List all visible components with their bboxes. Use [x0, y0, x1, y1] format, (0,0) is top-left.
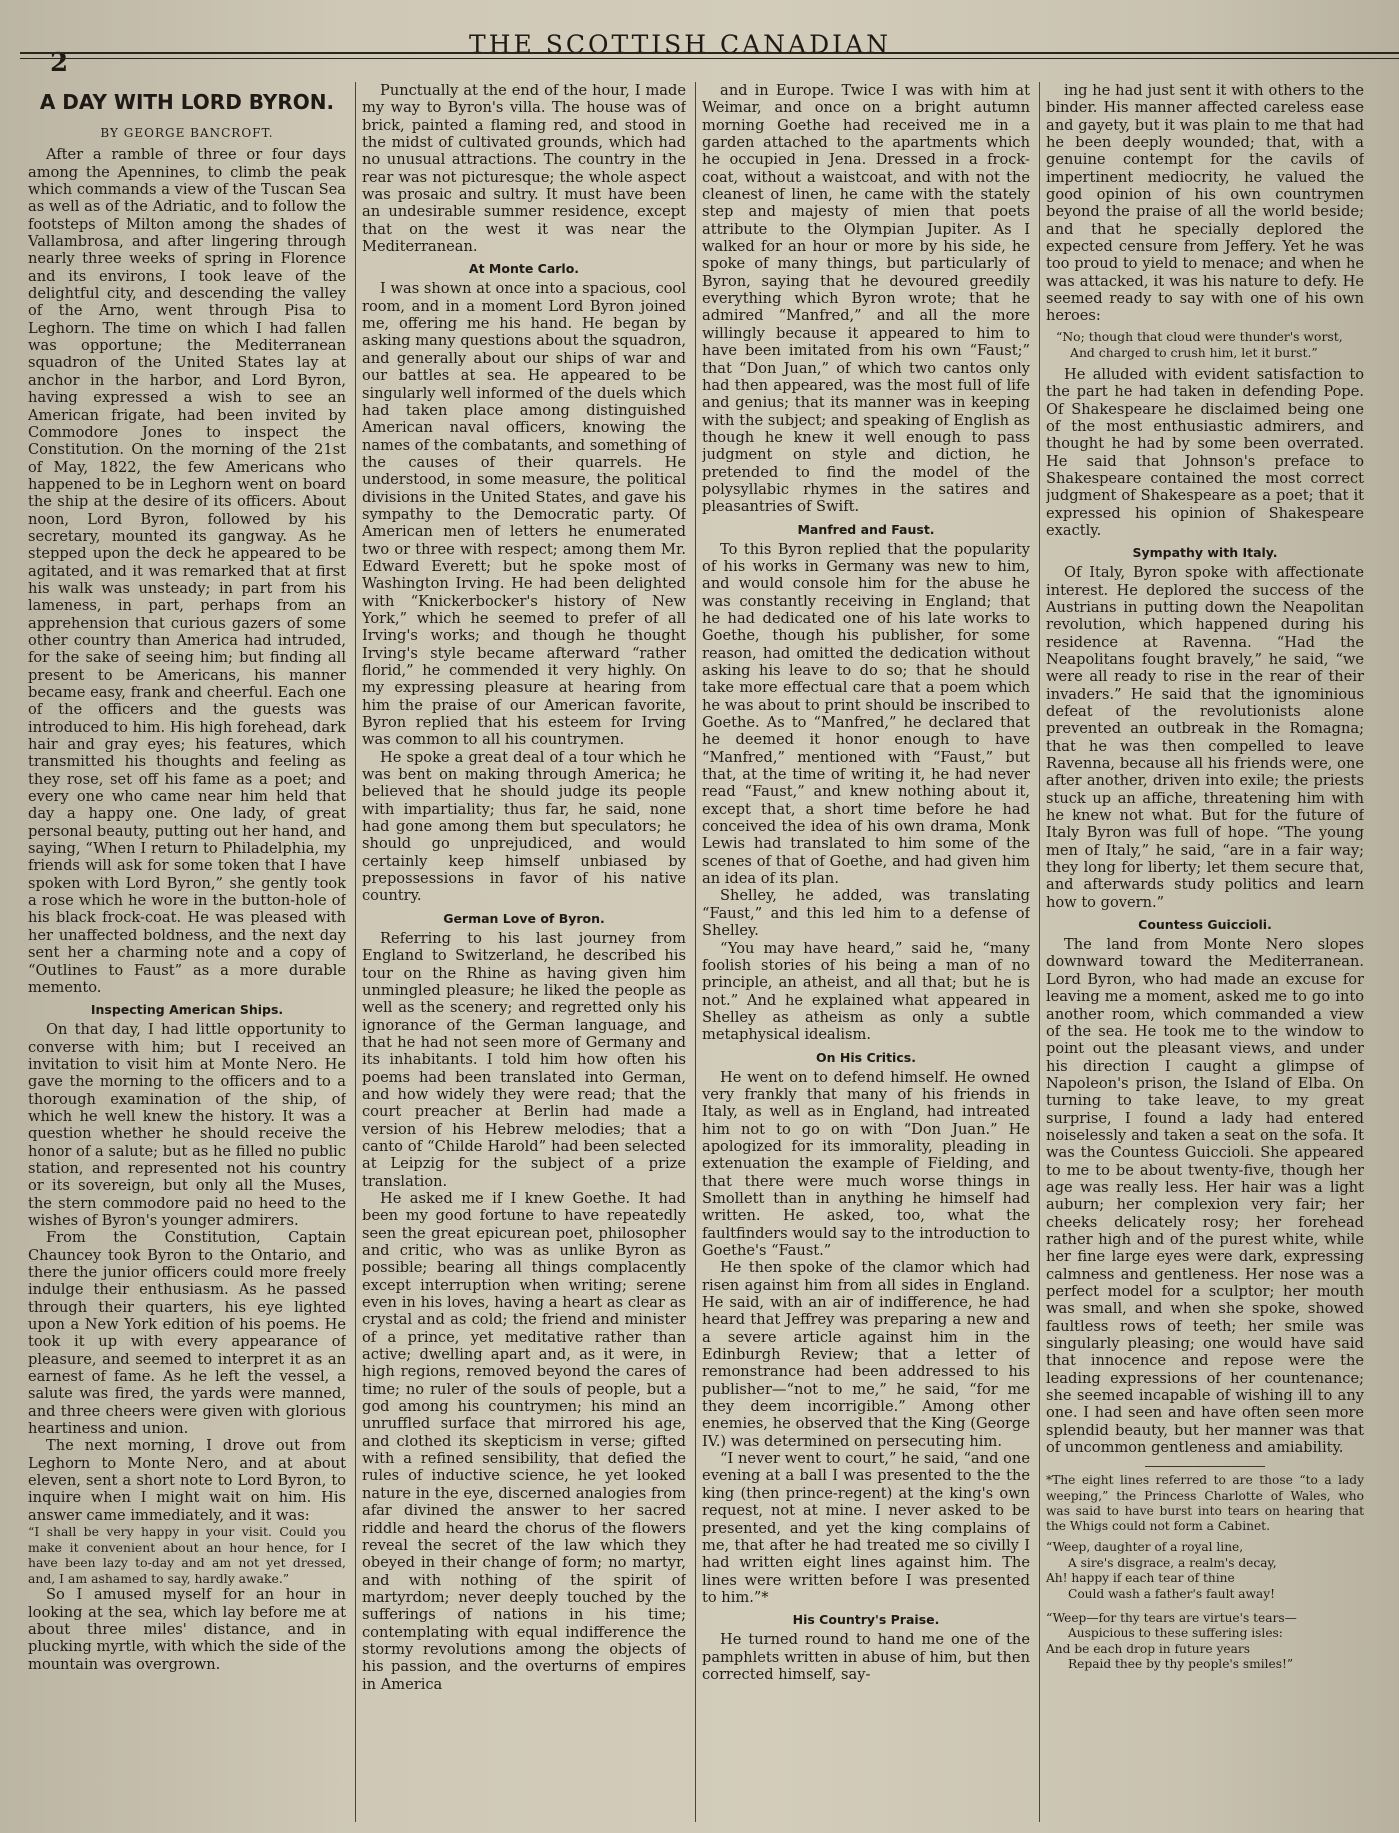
footnote-divider [1145, 1466, 1265, 1467]
column-4 [1046, 82, 1364, 1822]
footnote: *The eight lines referred to are those “to a lady weeping,” the Princess Charlotte of Wales, who was said to have burst into tears on hearing that the Whigs could not form a Cabinet. [1046, 1473, 1364, 1534]
paragraph: He turned round to hand me one of the pamphlets written in abuse of him, but then corrected himself, say- [702, 1631, 1030, 1683]
column-divider [1039, 82, 1040, 1822]
subheading: Sympathy with Italy. [1132, 545, 1278, 561]
subheading: At Monte Carlo. [468, 261, 580, 277]
paragraph: To this Byron replied that the popularity of his works in Germany was new to him, and would console him for the abuse he was constantly receiving in England; that he had dedicated one of his late works to Goethe, though his publisher, for some reason, had omitted the dedication without asking his leave to do so; that he should take more effectual care that a poem which he was about to print should be inscribed to Goethe. As to “Manfred,” he declared that he deemed it honor enough to have “Manfred,” mentioned with “Faust,” but that, at the time of writing it, he had never read “Faust,” and knew nothing about it, except that, a short time before he had conceived the idea of his own drama, Monk Lewis had translated to him some of the scenes of that of Goethe, and had given him an idea of its plan. [702, 540, 1030, 888]
paragraph: Of Italy, Byron spoke with affectionate interest. He deplored the success of the Austrians in putting down the Neapolitan revolution, which happened during his residence at Ravenna. “Had the Neapolitans fought bravely,” he said, “we were all ready to rise in the rear of their invaders.” He said that the ignominious defeat of the revolutionists alone prevented an outbreak in the Romagna; that he was then compelled to leave Ravenna, because all his friends were, one after another, driven into exile; the priests stuck up an affiche, threatening him with he knew not what. But for the future of Italy Byron was full of hope. “The young men of Italy,” he said, “are in a fair way; they long for liberty; let them secure that, and afterwards study politics and learn how to govern.” [1046, 564, 1364, 911]
poem-line: A sire's disgrace, a realm's decay, [1068, 1555, 1277, 1570]
column-divider [695, 82, 696, 1822]
paragraph: The land from Monte Nero slopes downward toward the Mediterranean. Lord Byron, who had made an excuse for leaving me a moment, asked me to go into another room, which commanded a view of the sea. He took me to the window to point out the pleasant views, and under his direction I caught a glimpse of Napoleon's prison, the Island of Elba. On turning to take leave, to my great surprise, I found a lady had entered noiselessly and taken a seat on the sofa. It was the Countess Guiccioli. She appeared to me to be about twenty-five, though her age was really less. Her hair was a light auburn; her complexion very fair; her cheeks delicately rosy; her forehead rather high and of the purest white, while her fine large eyes were dark, expressing calmness and gentleness. Her nose was a perfect model for a sculptor; her mouth was small, and when she spoke, showed faultless rows of teeth; her smile was singularly pleasing; one would have said that innocence and repose were the leading expressions of her countenance; she seemed incapable of wishing ill to any one. I had seen and have often seen more splendid beauty, but her manner was that of uncommon gentleness and amiability. [1046, 936, 1364, 1457]
footnote-poem [1046, 1540, 1364, 1673]
column-2 [362, 82, 686, 1822]
paragraph: On that day, I had little opportunity to converse with him; but I received an invitation to visit him at Monte Nero. He gave the morning to the officers and to a thorough examination of the ship, of which he well knew the history. It was a question whether he should receive the honor of a salute; but as he filled no public station, and represented not his country or its sovereign, but only all the Muses, the stern commodore paid no heed to the wishes of Byron's younger admirers. [28, 1021, 346, 1229]
subheading: On His Critics. [816, 1049, 916, 1065]
paragraph: The next morning, I drove out from Leghorn to Monte Nero, and at about eleven, sent a short note to Lord Byron, to inquire when I might wait on him. His answer came immediately, and it was: [28, 1437, 346, 1524]
column-3 [702, 82, 1030, 1822]
quoted-letter: “I shall be very happy in your visit. Could you make it convenient about an hour hence, for I have been lazy to-day and am not yet dressed, and, I am ashamed to say, hardly awake.” [28, 1524, 346, 1586]
subheading: Countess Guiccioli. [1138, 917, 1272, 933]
subheading: Manfred and Faust. [797, 521, 935, 537]
masthead-rule [20, 52, 1399, 54]
verse-line: And charged to crush him, let it burst.” [1070, 345, 1318, 361]
subheading: His Country's Praise. [792, 1612, 940, 1628]
poem-line: Repaid thee by thy people's smiles!” [1068, 1657, 1294, 1672]
subheading: Inspecting American Ships. [90, 1002, 284, 1018]
paragraph: ing he had just sent it with others to the binder. His manner affected careless ease and gayety, but it was plain to me that had he been deeply wounded; that, with a genuine contempt for the cavils of impertinent mediocrity, he valued the good opinion of his own countrymen beyond the praise of all the world beside; and that he specially deplored the expected censure from Jeffery. Yet he was too proud to yield to menace; and when he was attacked, it was his nature to defy. He seemed ready to say with one of his own heroes: [1046, 82, 1364, 325]
paragraph: After a ramble of three or four days among the Apennines, to climb the peak which commands a view of the Tuscan Sea as well as of the Adriatic, and to follow the footsteps of Milton among the shades of Vallambrosa, and after lingering through nearly three weeks of spring in Florence and its environs, I took leave of the delightful city, and descending the valley of the Arno, went through Pisa to Leghorn. The time on which I had fallen was opportune; the Mediterranean squadron of the United States lay at anchor in the harbor, and Lord Byron, having expressed a wish to see an American frigate, had been invited by Commodore Jones to inspect the Constitution. On the morning of the 21st of May, 1822, the few Americans who happened to be in Leghorn went on board the ship at the desire of its officers. About noon, Lord Byron, followed by his secretary, mounted its gangway. As he stepped upon the deck he appeared to be agitated, and it was remarked that at first his walk was unsteady; in part from his lameness, in part, perhaps from an apprehension that curious gazers of some other country than America had intruded, for the sake of seeing him; but finding all present to be Americans, his manner became easy, frank and cheerful. Each one of the officers and the guests was introduced to him. His high forehead, dark hair and gray eyes; his features, which transmitted his thoughts and feeling as they rose, set off his fame as a poet; and every one who came near him held that day a happy one. One lady, of great personal beauty, putting out her hand, and saying, “When I return to Philadelphia, my friends will ask for some token that I have spoken with Lord Byron,” she gently took a rose which he wore in the button-hole of his black frock-coat. He was pleased with her unaffected boldness, and the next day sent her a charming note and a copy of “Outlines to Faust” as a more durable memento. [28, 146, 346, 996]
poem-line: And be each drop in future years [1046, 1641, 1250, 1656]
poem-line: “Weep, daughter of a royal line, [1046, 1540, 1244, 1555]
paragraph: He spoke a great deal of a tour which he was bent on making through America; he believed that he should judge its people with impartiality; thus far, he said, none had gone among them but speculators; he should go unprejudiced, and would certainly keep himself unbiased by prepossessions in favor of his native country. [362, 748, 686, 905]
paragraph: Shelley, he added, was translating “Faust,” and this led him to a defense of Shelley. [702, 887, 1030, 940]
column-1 [28, 82, 346, 1822]
article-columns [28, 82, 1366, 1822]
article-title: A DAY WITH LORD BYRON. [39, 90, 335, 114]
verse-quote [1046, 329, 1364, 361]
poem-line: Auspicious to these suffering isles: [1068, 1626, 1283, 1641]
paragraph: I was shown at once into a spacious, cool room, and in a moment Lord Byron joined me, offering me his hand. He began by asking many questions about the squadron, and generally about our ships of war and our battles at sea. He appeared to be singularly well informed of the duels which had taken place among distinguished American naval officers, knowing the names of the combatants, and something of the causes of their quarrels. He understood, in some measure, the political divisions in the United States, and gave his sympathy to the Democratic party. Of American men of letters he enumerated two or three with respect; among them Mr. Edward Everett; but he spoke most of Washington Irving. He had been delighted with “Knickerbocker's history of New York,” which he seemed to prefer of all Irving's works; and though he thought Irving's style became afterward “rather florid,” he commended it very highly. On my expressing pleasure at hearing from him the praise of our American favorite, Byron replied that his esteem for Irving was common to all his countrymen. [362, 280, 686, 749]
paragraph: “I never went to court,” he said, “and one evening at a ball I was presented to the the king (then prince-regent) at the king's own request, not at mine. I never asked to be presented, and yet the king complains of me, that after he had treated me so civilly I had written eight lines against him. The lines were written before I was presented to him.”* [702, 1450, 1030, 1606]
paragraph: He then spoke of the clamor which had risen against him from all sides in England. He said, with an air of indifference, he had heard that Jeffrey was preparing a new and a severe article against him in the Edinburgh Review; that a letter of remonstrance had been addressed to his publisher—“not to me,” he said, “for me they deem incorrigible.” Among other enemies, he observed that the King (George IV.) was determined on persecuting him. [702, 1259, 1030, 1450]
newspaper-name: THE SCOTTISH CANADIAN [469, 30, 891, 59]
poem-line: Could wash a father's fault away! [1068, 1587, 1275, 1602]
poem-line: Ah! happy if each tear of thine [1046, 1571, 1235, 1586]
paragraph: He alluded with evident satisfaction to the part he had taken in defending Pope. Of Shakespeare he disclaimed being one of the most enthusiastic admirers, and thought he had by some been overrated. He said that Johnson's preface to Shakespeare contained the most correct judgment of Shakespeare as a poet; that it expressed his opinion of Shakespeare exactly. [1046, 365, 1364, 539]
paragraph: So I amused myself for an hour in looking at the sea, which lay before me at about three miles' distance, and in plucking myrtle, with which the side of the mountain was overgrown. [28, 1586, 346, 1673]
paragraph: From the Constitution, Captain Chauncey took Byron to the Ontario, and there the junior officers could more freely indulge their enthusiasm. As he passed through their quarters, his eye lighted upon a New York edition of his poems. He took it up with every appearance of pleasure, and seemed to interpret it as an earnest of fame. As he left the vessel, a salute was fired, the yards were manned, and three cheers were given with glorious heartiness and union. [28, 1229, 346, 1438]
byline: BY GEORGE BANCROFT. [100, 126, 274, 140]
verse-line: “No; though that cloud were thunder's worst, [1056, 328, 1343, 344]
poem-line: “Weep—for thy tears are virtue's tears— [1046, 1610, 1297, 1625]
masthead-rule-secondary [20, 58, 1399, 59]
paragraph: Referring to his last journey from England to Switzerland, he described his tour on the Rhine as having given him unmingled pleasure; he liked the people as well as the scenery; and regretted only his ignorance of the German language, and that he had not seen more of Germany and its inhabitants. I told him how often his poems had been translated into German, and how widely they were read; that the court preacher at Berlin had made a version of his Hebrew melodies; that a canto of “Childe Harold” had been selected at Leipzig for the subject of a prize translation. [362, 929, 686, 1190]
subheading: German Love of Byron. [443, 910, 605, 926]
paragraph: and in Europe. Twice I was with him at Weimar, and once on a bright autumn morning Goethe had received me in a garden attached to the apartments which he occupied in Jena. Dressed in a frock-coat, without a waistcoat, and with not the cleanest of linen, he came with the stately step and majesty of mien that poets attribute to the Olympian Jupiter. As I walked for an hour or more by his side, he spoke of many things, but particularly of Byron, saying that he devoured greedily everything which Byron wrote; that he admired “Manfred,” and all the more willingly because it appeared to him to have been imitated from his own “Faust;” that “Don Juan,” of which two cantos only had then appeared, was the most full of life and genius; that its manner was in keeping with the subject; and speaking of English as though he knew it well enough to pass judgment on style and diction, he pretended to find the model of the polysyllabic rhymes in the satires and pleasantries of Swift. [702, 82, 1030, 516]
masthead [20, 18, 1340, 78]
column-divider [355, 82, 356, 1822]
page-number: 2 [50, 48, 69, 78]
paragraph: He asked me if I knew Goethe. It had been my good fortune to have repeatedly seen the great epicurean poet, philosopher and critic, who was as unlike Byron as possible; bearing all things complacently except interruption when writing; serene even in his loves, having a heart as clear as crystal and as cold; the friend and minister of a prince, yet meditative rather than active; dwelling apart and, as it were, in high regions, removed beyond the cares of time; no ruler of the souls of people, but a god among his countrymen; his mind an unruffled surface that mirrored his age, and clothed its skepticism in verse; gifted with a refined sensibility, that defied the rules of inductive science, he yet looked nature in the eye, discerned analogies from afar divined the answer to her sacred riddle and heard the chorus of the flowers reveal the secret of the law which they obeyed in their change of form; no martyr, and with nothing of the spirit of martyrdom; never deeply touched by the sufferings of nations in his time; contemplating with equal indifference the stormy revolutions among the objects of his passion, and the overturns of empires in America [362, 1189, 686, 1693]
paragraph: Punctually at the end of the hour, I made my way to Byron's villa. The house was of brick, painted a flaming red, and stood in the midst of cultivated grounds, which had no unusual attractions. The country in the rear was not picturesque; the whole aspect was prosaic and sultry. It must have been an undesirable summer residence, except that on the west it was near the Mediterranean. [362, 82, 686, 256]
paragraph: “You may have heard,” said he, “many foolish stories of his being a man of no principle, an atheist, and all that; but he is not.” And he explained what appeared in Shelley as atheism as only a subtle metaphysical idealism. [702, 939, 1030, 1044]
paragraph: He went on to defend himself. He owned very frankly that many of his friends in Italy, as well as in England, had intreated him not to go on with “Don Juan.” He apologized for its immorality, pleading in extenuation the example of Fielding, and that there were much worse things in Smollett than in anything he himself had written. He asked, too, what the faultfinders would say to the introduction to Goethe's “Faust.” [702, 1068, 1030, 1259]
